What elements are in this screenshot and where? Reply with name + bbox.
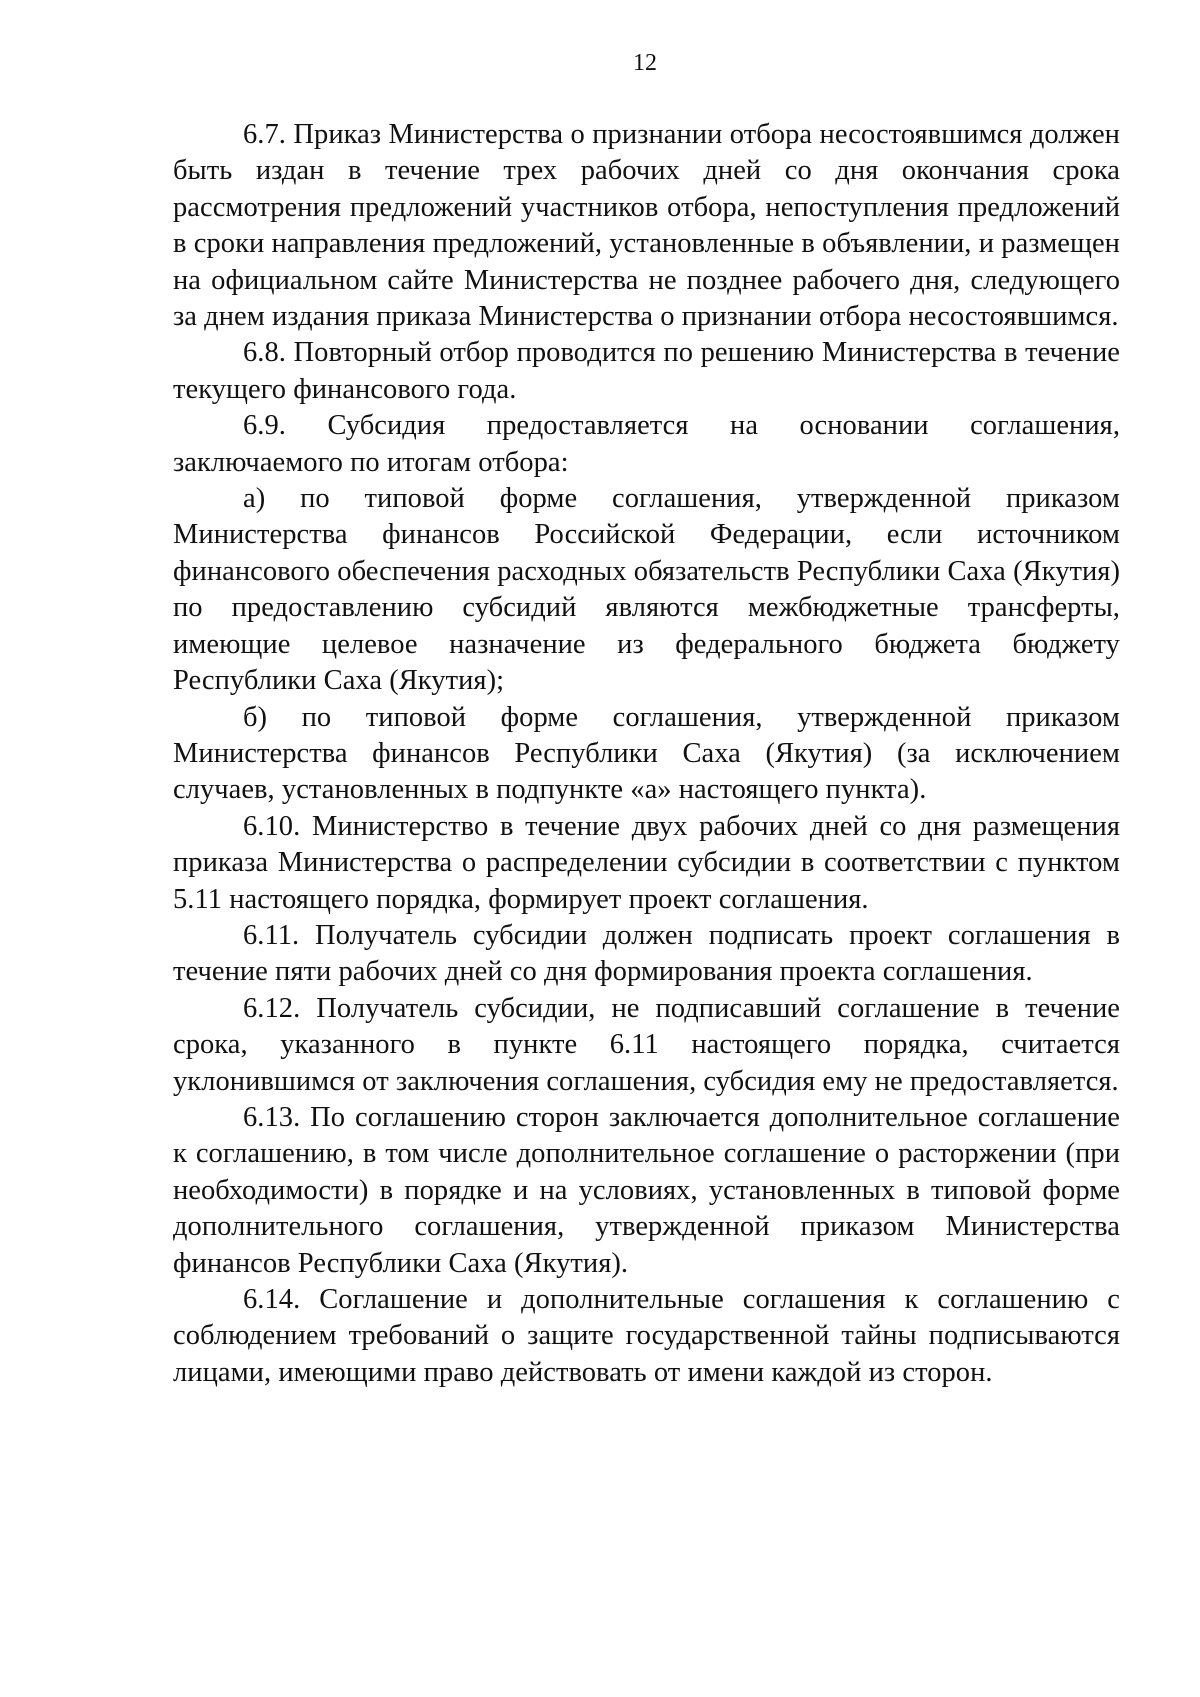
- paragraph-6-8: 6.8. Повторный отбор проводится по решению Министерства в течение текущего финансового года.: [173, 337, 1120, 405]
- paragraph-6-12: 6.12. Получатель субсидии, не подписавший соглашение в течение срока, указанного в пункте 6.11 настоящего порядка, считается уклонившимся от заключения соглашения, субсидия ему не предоставляется.: [173, 992, 1120, 1097]
- paragraph-6-9: 6.9. Субсидия предоставляется на основании соглашения, заключаемого по итогам отбора:: [173, 410, 1120, 478]
- document-body: [173, 117, 1120, 1391]
- paragraph-6-13: 6.13. По соглашению сторон заключается дополнительное соглашение к соглашению, в том числе дополнительное соглашение о расторжении (при необходимости) в порядке и на условиях, установленных в типовой форме дополнительного соглашения, утвержденной приказом Министерства финансов Республики Саха (Якутия).: [173, 1101, 1120, 1279]
- paragraph-6-9-b: б) по типовой форме соглашения, утвержденной приказом Министерства финансов Республики Саха (Якутия) (за исключением случаев, установленных в подпункте «а» настоящего пункта).: [173, 701, 1120, 806]
- paragraph-6-11: 6.11. Получатель субсидии должен подписать проект соглашения в течение пяти рабочих дней со дня формирования проекта соглашения.: [173, 919, 1120, 988]
- page-number: 12: [633, 50, 657, 76]
- paragraph-6-10: 6.10. Министерство в течение двух рабочих дней со дня размещения приказа Министерства о распределении субсидии в соответствии с пунктом 5.11 настоящего порядка, формирует проект соглашения.: [173, 810, 1120, 915]
- paragraph-6-14: 6.14. Соглашение и дополнительные соглашения к соглашению с соблюдением требований о защите государственной тайны подписываются лицами, имеющими право действовать от имени каждой из сторон.: [173, 1284, 1120, 1388]
- paragraph-6-7: 6.7. Приказ Министерства о признании отбора несостоявшимся должен быть издан в течение трех рабочих дней со дня окончания срока рассмотрения предложений участников отбора, непоступления предложений в сроки направления предложений, установленные в объявлении, и размещен на официальном сайте Министерства не позднее рабочего дня, следующего за днем издания приказа Министерства о признании отбора несостоявшимся.: [173, 119, 1120, 333]
- paragraph-6-9-a: а) по типовой форме соглашения, утвержденной приказом Министерства финансов Российской Федерации, если источником финансового обеспечения расходных обязательств Республики Саха (Якутия) по предоставлению субсидий являются межбюджетные трансферты, имеющие целевое назначение из федерального бюджета бюджету Республики Саха (Якутия);: [173, 483, 1120, 697]
